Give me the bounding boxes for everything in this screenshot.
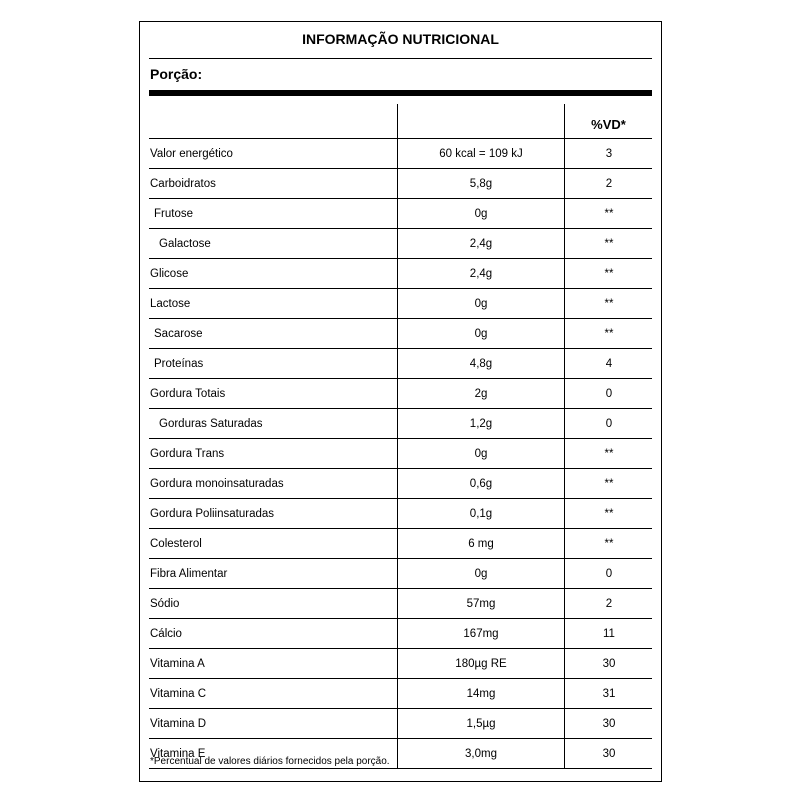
- nutrient-daily-value: 11: [564, 619, 653, 648]
- nutrient-daily-value: 4: [564, 349, 653, 378]
- nutrient-daily-value: **: [564, 499, 653, 528]
- table-row: [149, 199, 652, 229]
- nutrient-daily-value: 3: [564, 139, 653, 168]
- panel-title: INFORMAÇÃO NUTRICIONAL: [302, 31, 499, 47]
- nutrition-facts-panel: [139, 21, 662, 782]
- nutrient-daily-value: 2: [564, 589, 653, 618]
- nutrient-value: 3,0mg: [397, 739, 564, 768]
- nutrient-value: 0g: [397, 289, 564, 318]
- nutrient-name: Sódio: [150, 597, 180, 610]
- header-name-cell: [150, 104, 396, 138]
- nutrient-daily-value: **: [564, 199, 653, 228]
- nutrient-name: Frutose: [154, 207, 193, 220]
- header-value-cell: [397, 104, 564, 138]
- table-row: [149, 259, 652, 289]
- nutrient-value: 0g: [397, 199, 564, 228]
- portion-label: Porção:: [150, 66, 203, 82]
- table-row: [149, 619, 652, 649]
- nutrient-name: Glicose: [150, 267, 189, 280]
- nutrient-value: 0g: [397, 439, 564, 468]
- nutrient-daily-value: **: [564, 529, 653, 558]
- nutrition-table: [149, 104, 652, 769]
- nutrient-value: 2g: [397, 379, 564, 408]
- table-row: [149, 529, 652, 559]
- nutrient-name: Vitamina C: [150, 687, 207, 700]
- nutrient-name: Gorduras Saturadas: [159, 417, 263, 430]
- title-divider: [149, 58, 652, 59]
- table-row: [149, 559, 652, 589]
- nutrient-value: 1,2g: [397, 409, 564, 438]
- table-row: [149, 499, 652, 529]
- table-row: [149, 229, 652, 259]
- header-vd-cell: %VD*: [564, 104, 652, 138]
- table-row: [149, 379, 652, 409]
- nutrient-name: Carboidratos: [150, 177, 216, 190]
- nutrient-name: Gordura monoinsaturadas: [150, 477, 284, 490]
- nutrient-name: Lactose: [150, 297, 191, 310]
- table-row: [149, 649, 652, 679]
- nutrient-daily-value: 2: [564, 169, 653, 198]
- nutrient-daily-value: 30: [564, 649, 653, 678]
- nutrient-daily-value: 30: [564, 709, 653, 738]
- table-row: [149, 169, 652, 199]
- table-row: [149, 319, 652, 349]
- nutrient-name: Vitamina A: [150, 657, 205, 670]
- nutrient-value: 14mg: [397, 679, 564, 708]
- nutrient-value: 2,4g: [397, 259, 564, 288]
- nutrient-daily-value: 0: [564, 409, 653, 438]
- nutrient-value: 5,8g: [397, 169, 564, 198]
- nutrient-daily-value: **: [564, 229, 653, 258]
- nutrient-name: Vitamina D: [150, 717, 207, 730]
- table-row: [149, 139, 652, 169]
- table-header-row: [149, 104, 652, 139]
- nutrient-value: 0,6g: [397, 469, 564, 498]
- nutrient-value: 1,5µg: [397, 709, 564, 738]
- nutrient-daily-value: **: [564, 469, 653, 498]
- nutrient-daily-value: **: [564, 289, 653, 318]
- nutrient-name: Gordura Trans: [150, 447, 225, 460]
- table-row: [149, 409, 652, 439]
- nutrient-daily-value: 0: [564, 559, 653, 588]
- nutrient-value: 0,1g: [397, 499, 564, 528]
- nutrient-value: 167mg: [397, 619, 564, 648]
- nutrient-daily-value: 0: [564, 379, 653, 408]
- nutrient-daily-value: 31: [564, 679, 653, 708]
- table-row: [149, 439, 652, 469]
- footnote: *Percentual de valores diários fornecidos pela porção.: [150, 756, 390, 767]
- nutrient-name: Gordura Poliinsaturadas: [150, 507, 275, 520]
- nutrient-name: Fibra Alimentar: [150, 567, 228, 580]
- nutrient-name: Valor energético: [150, 147, 233, 160]
- nutrient-name: Cálcio: [150, 627, 182, 640]
- nutrient-value: 4,8g: [397, 349, 564, 378]
- nutrient-name: Gordura Totais: [150, 387, 226, 400]
- nutrient-daily-value: **: [564, 439, 653, 468]
- table-row: [149, 469, 652, 499]
- nutrient-name: Proteínas: [154, 357, 204, 370]
- nutrient-name: Colesterol: [150, 537, 202, 550]
- nutrient-value: 6 mg: [397, 529, 564, 558]
- nutrient-value: 2,4g: [397, 229, 564, 258]
- nutrient-value: 180µg RE: [397, 649, 564, 678]
- thick-divider: [149, 90, 652, 96]
- table-row: [149, 349, 652, 379]
- nutrient-name: Galactose: [159, 237, 211, 250]
- nutrient-daily-value: **: [564, 259, 653, 288]
- nutrient-daily-value: **: [564, 319, 653, 348]
- nutrient-daily-value: 30: [564, 739, 653, 768]
- nutrient-name: Vitamina E: [150, 747, 206, 760]
- nutrient-name: Sacarose: [154, 327, 203, 340]
- table-row: [149, 679, 652, 709]
- table-row: [149, 589, 652, 619]
- table-row: [149, 709, 652, 739]
- nutrient-value: 60 kcal = 109 kJ: [397, 139, 564, 168]
- table-row: [149, 289, 652, 319]
- nutrient-value: 0g: [397, 319, 564, 348]
- nutrient-value: 0g: [397, 559, 564, 588]
- nutrient-value: 57mg: [397, 589, 564, 618]
